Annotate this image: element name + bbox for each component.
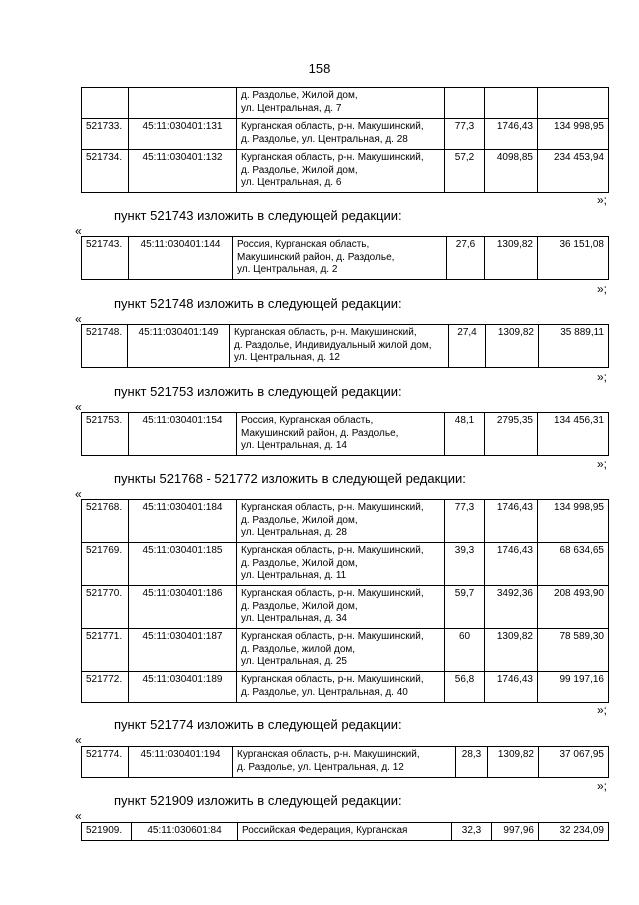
value [538, 88, 609, 119]
row-number: 521772. [82, 672, 129, 703]
address [237, 672, 445, 703]
property-table [81, 324, 609, 368]
table-row [82, 119, 609, 150]
address-line: ул. Центральная, д. 12 [234, 352, 340, 364]
table-row [82, 747, 609, 778]
area: 39,3 [445, 543, 485, 586]
address-line: Макушинский район, д. Раздолье, [241, 427, 399, 439]
cadastral-number: 45:11:030401:132 [129, 150, 237, 193]
address-line: д. Раздолье, Жилой дом, [241, 514, 358, 526]
property-table [81, 236, 609, 280]
address-line: Курганская область, р-н. Макушинский, [241, 121, 424, 132]
table-row [82, 413, 609, 456]
address-line: ул. Центральная, д. 28 [241, 527, 347, 539]
table-row [82, 88, 609, 119]
cadastral-number: 45:11:030401:187 [129, 629, 237, 672]
address-line: д. Раздолье, Жилой дом, [241, 164, 358, 176]
table-row [82, 543, 609, 586]
area: 60 [445, 629, 485, 672]
cadastral-number: 45:11:030401:154 [129, 413, 237, 456]
opening-quote: « [75, 733, 82, 747]
unit-price: 1309,82 [485, 237, 538, 280]
address-line: Россия, Курганская область, [241, 415, 374, 426]
table-row [82, 586, 609, 629]
closing-quote: »; [597, 457, 608, 471]
address [237, 586, 445, 629]
address [237, 88, 445, 119]
address [233, 747, 456, 778]
area: 27,6 [447, 237, 485, 280]
table-row [82, 823, 609, 841]
opening-quote: « [75, 312, 82, 326]
row-number: 521733. [82, 119, 129, 150]
value: 35 889,11 [539, 325, 609, 368]
area: 32,3 [452, 823, 492, 841]
row-number: 521734. [82, 150, 129, 193]
address-line: д. Раздолье, Индивидуальный жилой дом, [234, 339, 432, 351]
row-number: 521770. [82, 586, 129, 629]
address-line: д. Раздолье, Жилой дом, [241, 557, 358, 569]
value: 134 456,31 [538, 413, 609, 456]
address-line: ул. Центральная, д. 7 [241, 102, 342, 114]
unit-price: 1746,43 [485, 119, 538, 150]
value: 99 197,16 [538, 672, 609, 703]
area: 77,3 [445, 500, 485, 543]
closing-quote: »; [597, 193, 608, 207]
unit-price: 1746,43 [485, 672, 538, 703]
address [237, 629, 445, 672]
address-line: д. Раздолье, ул. Центральная, д. 40 [241, 686, 408, 698]
instruction-text: пункт 521748 изложить в следующей редакции: [114, 296, 402, 311]
opening-quote: « [75, 224, 82, 238]
value: 32 234,09 [539, 823, 609, 841]
address-line: Курганская область, р-н. Макушинский, [234, 327, 417, 338]
unit-price [485, 88, 538, 119]
row-number: 521771. [82, 629, 129, 672]
unit-price: 4098,85 [485, 150, 538, 193]
address-line: Курганская область, р-н. Макушинский, [237, 749, 420, 760]
row-number: 521768. [82, 500, 129, 543]
address-line: ул. Центральная, д. 11 [241, 570, 347, 582]
address-line: ул. Центральная, д. 34 [241, 613, 347, 625]
property-table [81, 499, 609, 703]
property-table [81, 822, 609, 841]
table-row [82, 500, 609, 543]
opening-quote: « [75, 487, 82, 501]
property-table [81, 746, 609, 778]
cadastral-number: 45:11:030401:144 [129, 237, 233, 280]
instruction-text: пункт 521753 изложить в следующей редакции: [114, 384, 402, 399]
unit-price: 1746,43 [485, 543, 538, 586]
address-line: Россия, Курганская область, [237, 239, 370, 250]
area: 57,2 [445, 150, 485, 193]
address [237, 500, 445, 543]
address-line: Российская Федерация, Курганская [242, 825, 408, 836]
opening-quote: « [75, 400, 82, 414]
area: 59,7 [445, 586, 485, 629]
page-number: 158 [308, 61, 331, 76]
table-row [82, 325, 609, 368]
cadastral-number: 45:11:030401:189 [129, 672, 237, 703]
address [237, 413, 445, 456]
area: 27,4 [449, 325, 486, 368]
unit-price: 2795,35 [485, 413, 538, 456]
address-line: Курганская область, р-н. Макушинский, [241, 588, 424, 599]
property-table [81, 412, 609, 456]
unit-price: 3492,36 [485, 586, 538, 629]
unit-price: 1746,43 [485, 500, 538, 543]
unit-price: 1309,82 [485, 629, 538, 672]
address-line: Курганская область, р-н. Макушинский, [241, 502, 424, 513]
address-line: ул. Центральная, д. 25 [241, 656, 347, 668]
table-row [82, 150, 609, 193]
address-line: д. Раздолье, ул. Центральная, д. 28 [241, 133, 408, 145]
address-line: Курганская область, р-н. Макушинский, [241, 545, 424, 556]
closing-quote: »; [597, 703, 608, 717]
cadastral-number [129, 88, 237, 119]
unit-price: 997,96 [492, 823, 539, 841]
address-line: ул. Центральная, д. 6 [241, 177, 342, 189]
area [445, 88, 485, 119]
address [237, 150, 445, 193]
instruction-text: пункт 521774 изложить в следующей редакции: [114, 717, 402, 732]
row-number: 521909. [82, 823, 132, 841]
row-number: 521774. [82, 747, 129, 778]
address-line: д. Раздолье, ул. Центральная, д. 12 [237, 761, 404, 773]
address [238, 823, 452, 841]
row-number: 521743. [82, 237, 129, 280]
area: 28,3 [456, 747, 488, 778]
value: 134 998,95 [538, 119, 609, 150]
instruction-text: пункт 521909 изложить в следующей редакции: [114, 793, 402, 808]
opening-quote: « [75, 809, 82, 823]
closing-quote: »; [597, 370, 608, 384]
instruction-text: пункт 521743 изложить в следующей редакции: [114, 208, 402, 223]
table-row [82, 237, 609, 280]
cadastral-number: 45:11:030401:184 [129, 500, 237, 543]
address-line: д. Раздолье, Жилой дом, [241, 600, 358, 612]
value: 78 589,30 [538, 629, 609, 672]
area: 77,3 [445, 119, 485, 150]
property-table [81, 87, 609, 193]
address-line: д. Раздолье, Жилой дом, [241, 90, 358, 101]
address-line: Макушинский район, д. Раздолье, [237, 251, 395, 263]
area: 56,8 [445, 672, 485, 703]
unit-price: 1309,82 [488, 747, 539, 778]
address-line: Курганская область, р-н. Макушинский, [241, 674, 424, 685]
cadastral-number: 45:11:030401:185 [129, 543, 237, 586]
value: 234 453,94 [538, 150, 609, 193]
address-line: ул. Центральная, д. 2 [237, 264, 338, 276]
row-number [82, 88, 129, 119]
closing-quote: »; [597, 779, 608, 793]
value: 36 151,08 [538, 237, 609, 280]
table-row [82, 629, 609, 672]
address [237, 543, 445, 586]
address-line: д. Раздолье, жилой дом, [241, 643, 356, 655]
table-row [82, 672, 609, 703]
cadastral-number: 45:11:030601:84 [132, 823, 238, 841]
cadastral-number: 45:11:030401:186 [129, 586, 237, 629]
address-line: ул. Центральная, д. 14 [241, 440, 347, 452]
instruction-text: пункты 521768 - 521772 изложить в следующей редакции: [114, 471, 466, 486]
value: 208 493,90 [538, 586, 609, 629]
unit-price: 1309,82 [486, 325, 539, 368]
address [237, 119, 445, 150]
address [230, 325, 449, 368]
address-line: Курганская область, р-н. Макушинский, [241, 631, 424, 642]
value: 134 998,95 [538, 500, 609, 543]
cadastral-number: 45:11:030401:149 [128, 325, 230, 368]
value: 68 634,65 [538, 543, 609, 586]
row-number: 521753. [82, 413, 129, 456]
area: 48,1 [445, 413, 485, 456]
value: 37 067,95 [539, 747, 609, 778]
address [233, 237, 447, 280]
closing-quote: »; [597, 282, 608, 296]
address-line: Курганская область, р-н. Макушинский, [241, 152, 424, 163]
cadastral-number: 45:11:030401:194 [129, 747, 233, 778]
row-number: 521748. [82, 325, 128, 368]
cadastral-number: 45:11:030401:131 [129, 119, 237, 150]
row-number: 521769. [82, 543, 129, 586]
